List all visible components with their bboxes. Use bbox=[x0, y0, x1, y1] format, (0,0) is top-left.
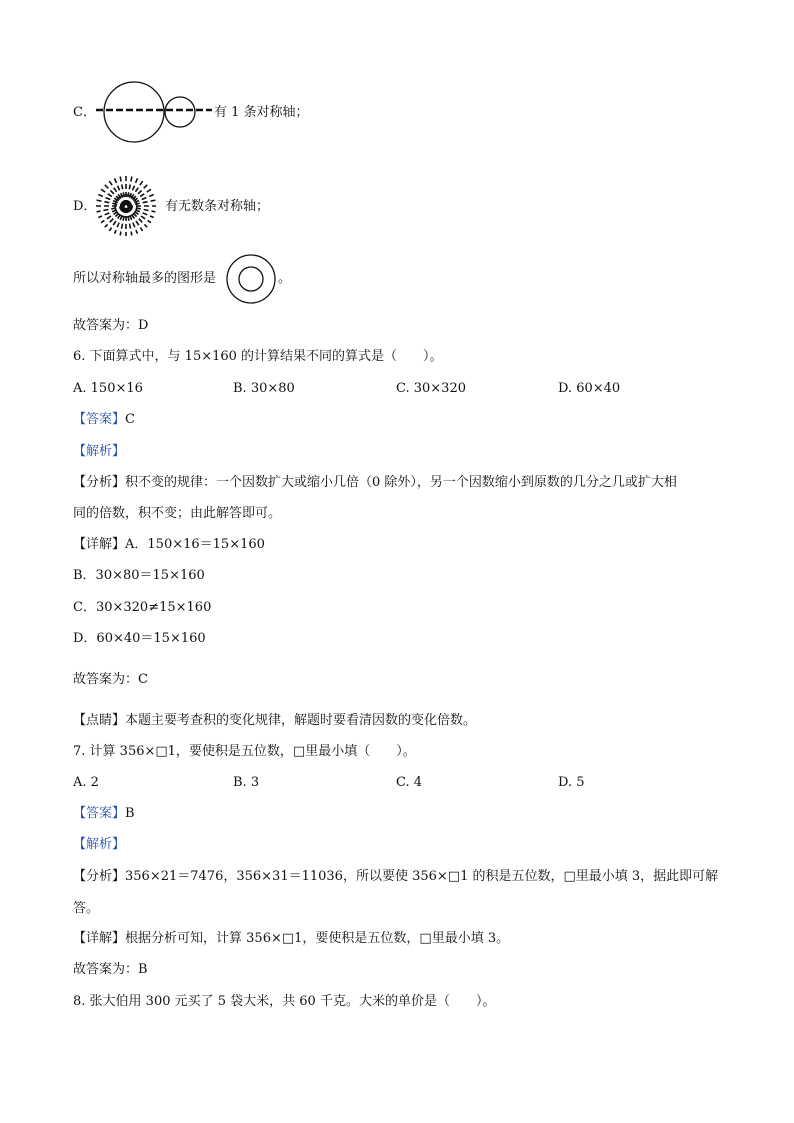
q6-detail-line3: C．30×320≠15×160 bbox=[73, 600, 212, 615]
q6-fenxi-tag: 【分析】 bbox=[73, 475, 126, 490]
q7-final-answer: 故答案为：B bbox=[73, 962, 148, 977]
q6-final-answer: 故答案为：C bbox=[73, 672, 148, 687]
q6-stem: 6. 下面算式中，与 15×160 的计算结果不同的算式是（ ）。 bbox=[73, 349, 443, 364]
q6-answer: C bbox=[125, 412, 135, 427]
q7-detail-line bbox=[73, 930, 509, 948]
q6-option-b: B. 30×80 bbox=[233, 381, 295, 396]
q6-detail-line4: D．60×40＝15×160 bbox=[73, 631, 206, 646]
q7-option-b: B. 3 bbox=[233, 775, 260, 790]
conclusion-text: 所以对称轴最多的图形是 bbox=[73, 271, 217, 286]
q6-fenxi-line1 bbox=[73, 474, 677, 492]
q7-answer: B bbox=[125, 806, 135, 821]
conclusion-line bbox=[73, 270, 216, 288]
q6-detail-text1: A．150×16＝15×160 bbox=[125, 537, 265, 552]
q7-detail-tag: 【详解】 bbox=[73, 931, 126, 946]
ring-figure bbox=[225, 253, 277, 305]
figure-d-circle-infinite-axes bbox=[94, 172, 166, 242]
q6-analysis-tag: 【解析】 bbox=[73, 444, 126, 459]
q6-dianjing-line bbox=[73, 712, 476, 730]
option-c-label: C． bbox=[73, 105, 96, 120]
q7-option-a: A. 2 bbox=[73, 775, 99, 790]
q7-stem: 7. 计算 356×□1，要使积是五位数，□里最小填（ ）。 bbox=[73, 744, 416, 759]
q7-option-d: D. 5 bbox=[558, 775, 585, 790]
q6-option-a: A. 150×16 bbox=[73, 381, 143, 396]
q8-stem: 8. 张大伯用 300 元买了 5 袋大米，共 60 千克。大米的单价是（ ）。 bbox=[73, 994, 496, 1009]
q6-option-c: C. 30×320 bbox=[396, 381, 466, 396]
q7-answer-tag: 【答案】 bbox=[73, 806, 126, 821]
q7-detail-text: 根据分析可知，计算 356×□1，要使积是五位数，□里最小填 3。 bbox=[125, 931, 510, 946]
q7-option-c: C. 4 bbox=[396, 775, 423, 790]
q7-fenxi-tag: 【分析】 bbox=[73, 869, 126, 884]
q6-dianjing-tag: 【点睛】 bbox=[73, 713, 126, 728]
conclusion-end: 。 bbox=[278, 271, 292, 286]
q7-fenxi-line1 bbox=[73, 868, 718, 886]
q7-fenxi-line2: 答。 bbox=[73, 901, 100, 916]
q6-answer-line bbox=[73, 411, 135, 429]
q7-answer-line bbox=[73, 805, 135, 823]
q6-answer-tag: 【答案】 bbox=[73, 412, 126, 427]
q7-fenxi-text1: 356×21＝7476，356×31＝11036，所以要使 356×□1 的积是五位数，□里最小填 3，据此即可解 bbox=[125, 869, 719, 884]
figure-d-caption: 有无数条对称轴； bbox=[165, 199, 270, 214]
q6-option-d: D. 60×40 bbox=[558, 381, 621, 396]
q6-detail-line1 bbox=[73, 536, 265, 554]
figure-c-two-circles bbox=[94, 78, 214, 144]
q6-detail-tag: 【详解】 bbox=[73, 537, 126, 552]
answer-q5: 故答案为：D bbox=[73, 318, 149, 333]
q6-dianjing-text: 本题主要考查积的变化规律，解题时要看清因数的变化倍数。 bbox=[125, 713, 477, 728]
option-d-label: D． bbox=[73, 199, 97, 214]
figure-c-caption: 有 1 条对称轴； bbox=[214, 105, 309, 120]
q6-fenxi-line2: 同的倍数，积不变；由此解答即可。 bbox=[73, 506, 282, 521]
q6-fenxi-text1: 积不变的规律：一个因数扩大或缩小几倍（0 除外），另一个因数缩小到原数的几分之几或扩大相 bbox=[125, 475, 677, 490]
q6-detail-line2: B．30×80＝15×160 bbox=[73, 568, 205, 583]
q7-analysis-tag: 【解析】 bbox=[73, 837, 126, 852]
